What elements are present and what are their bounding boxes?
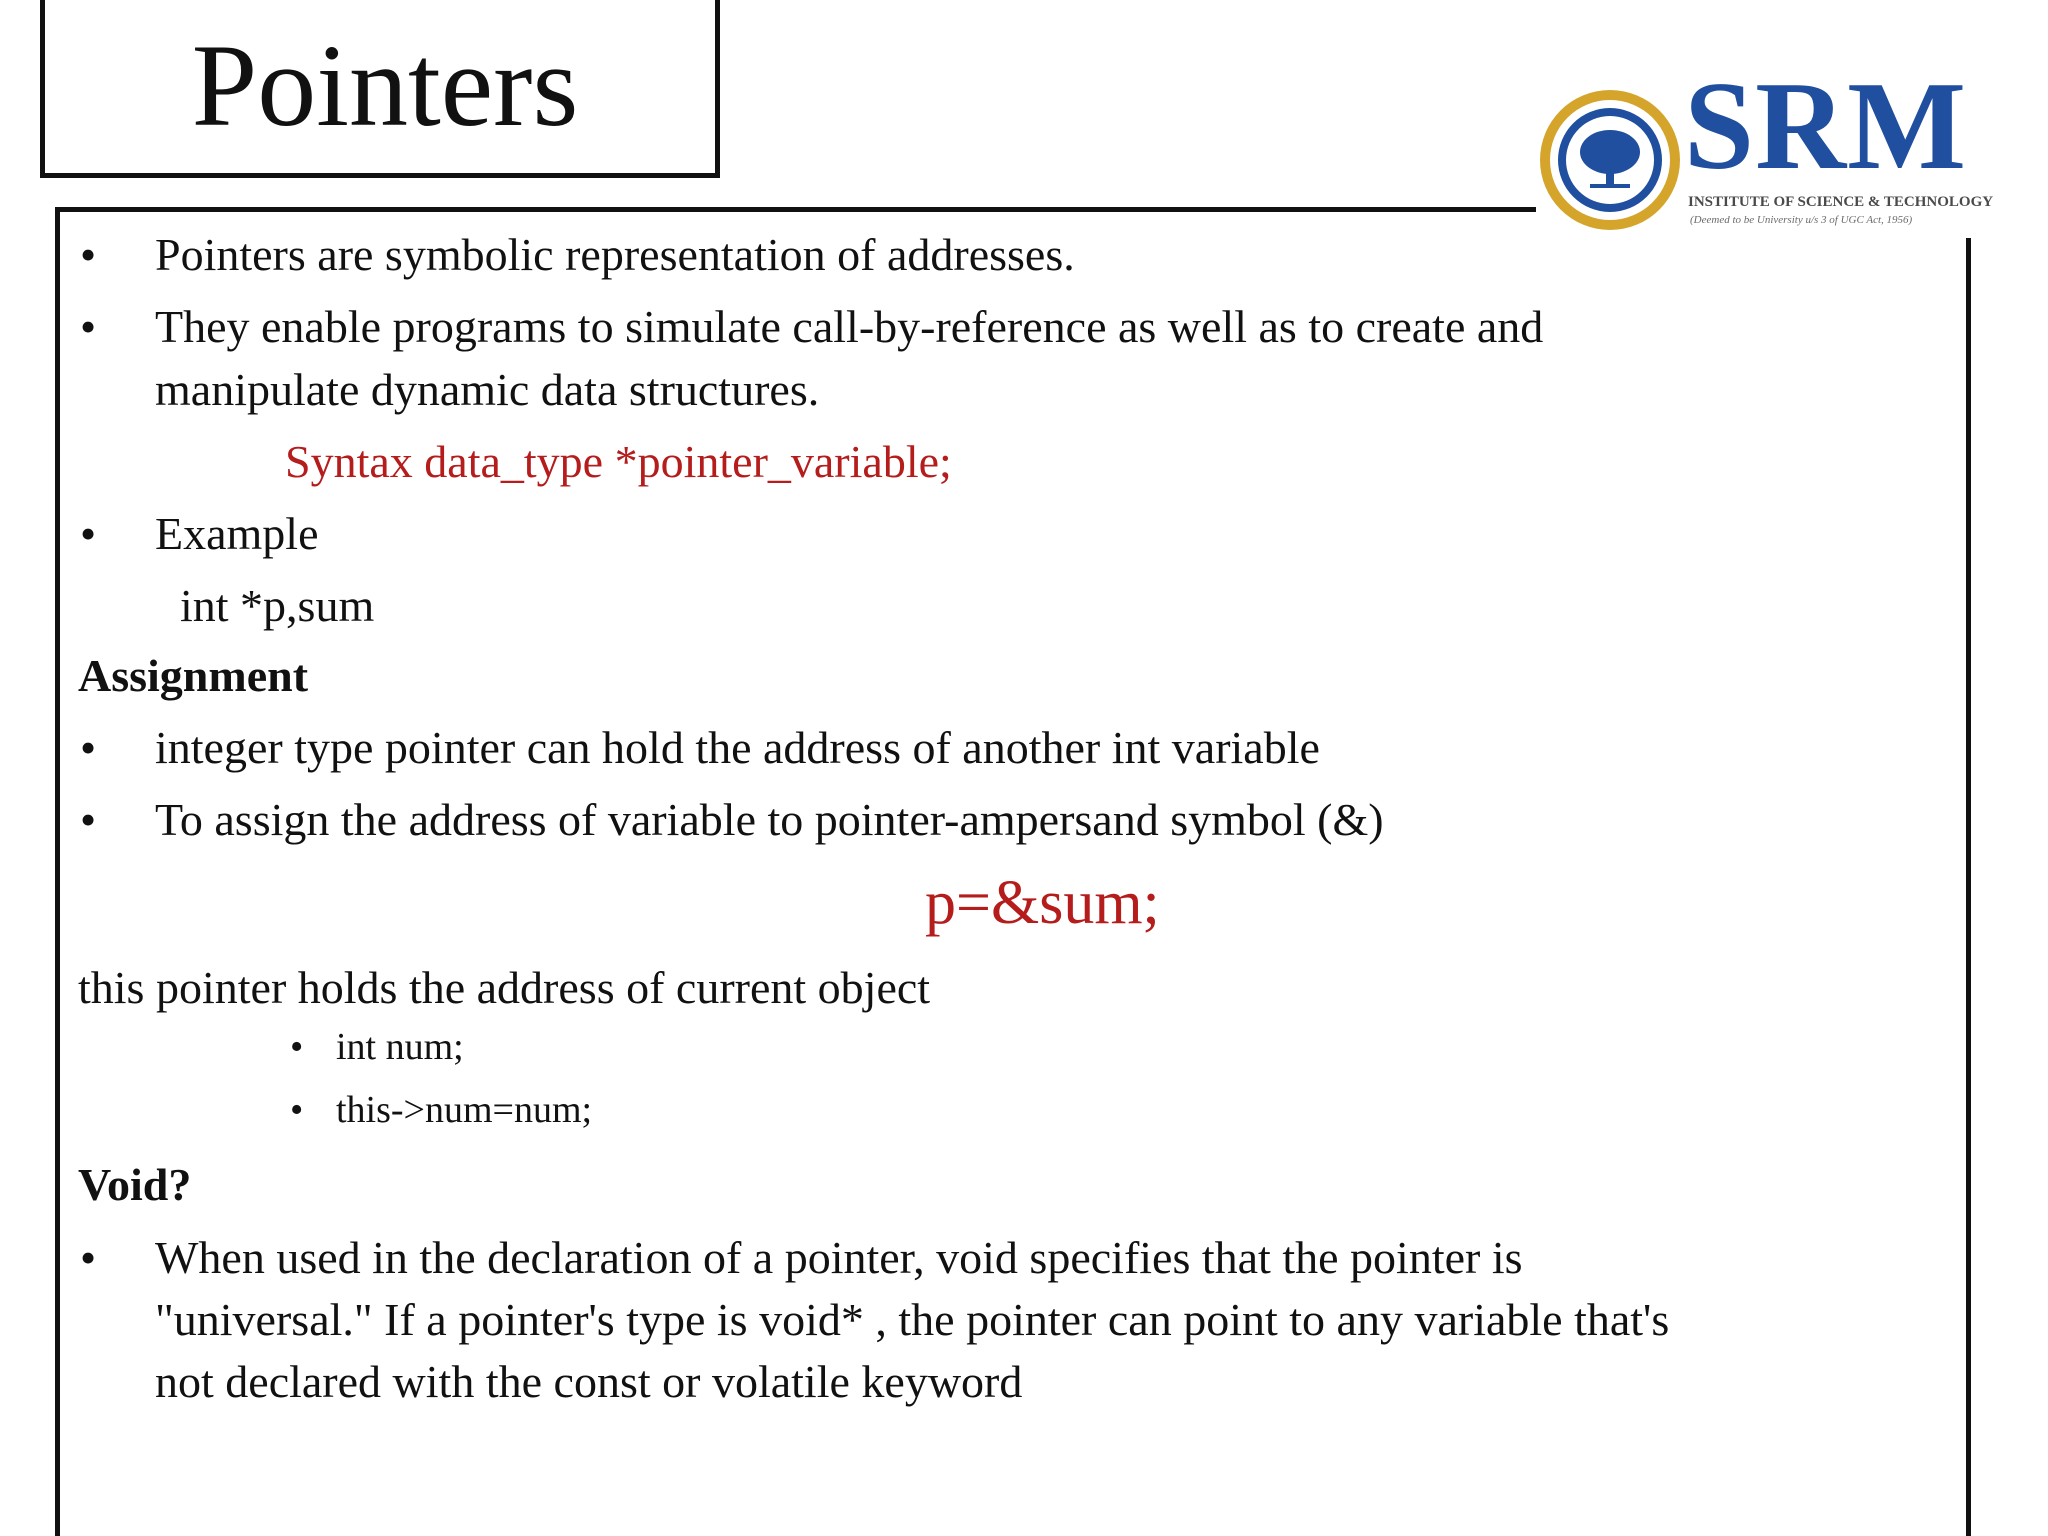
title-box xyxy=(40,0,720,178)
logo-subtitle: INSTITUTE OF SCIENCE & TECHNOLOGY xyxy=(1688,194,1994,210)
void-line-2: "universal." If a pointer's type is void* , the pointer can point to any variable that's xyxy=(155,1294,1670,1345)
assignment-point-2: To assign the address of variable to pointer-ampersand symbol (&) xyxy=(155,794,1384,845)
assignment-code: p=&sum; xyxy=(925,869,1160,937)
assignment-point-1: integer type pointer can hold the address of another int variable xyxy=(155,722,1320,773)
bullet-marker: • xyxy=(80,301,97,352)
bullet-marker: • xyxy=(290,1089,304,1131)
intro-line-3: manipulate dynamic data structures. xyxy=(155,364,820,415)
bullet-marker: • xyxy=(80,1232,97,1283)
bullet-marker: • xyxy=(80,229,97,280)
example-code: int *p,sum xyxy=(180,580,375,631)
university-seal-icon xyxy=(1536,86,1684,234)
example-label: Example xyxy=(155,508,319,559)
bullet-marker: • xyxy=(80,722,97,773)
this-pointer-code-2: this->num=num; xyxy=(336,1089,593,1131)
this-pointer-text: this pointer holds the address of current object xyxy=(78,962,931,1013)
bullet-marker: • xyxy=(80,508,97,559)
logo-tagline: (Deemed to be University u/s 3 of UGC Act, 1956) xyxy=(1690,214,1913,226)
void-heading: Void? xyxy=(78,1159,192,1210)
void-line-1: When used in the declaration of a pointer, void specifies that the pointer is xyxy=(155,1232,1523,1283)
intro-line-1: Pointers are symbolic representation of addresses. xyxy=(155,229,1075,280)
bullet-marker: • xyxy=(290,1026,304,1068)
intro-line-2: They enable programs to simulate call-by-reference as well as to create and xyxy=(155,301,1544,352)
srm-logo xyxy=(1536,57,1996,238)
slide-title: Pointers xyxy=(191,20,579,151)
syntax-line: Syntax data_type *pointer_variable; xyxy=(285,436,952,487)
void-line-3: not declared with the const or volatile keyword xyxy=(155,1356,1023,1407)
assignment-heading: Assignment xyxy=(78,650,309,701)
this-pointer-code-1: int num; xyxy=(336,1026,464,1068)
bullet-marker: • xyxy=(80,794,97,845)
logo-wordmark: SRM xyxy=(1684,57,1967,196)
